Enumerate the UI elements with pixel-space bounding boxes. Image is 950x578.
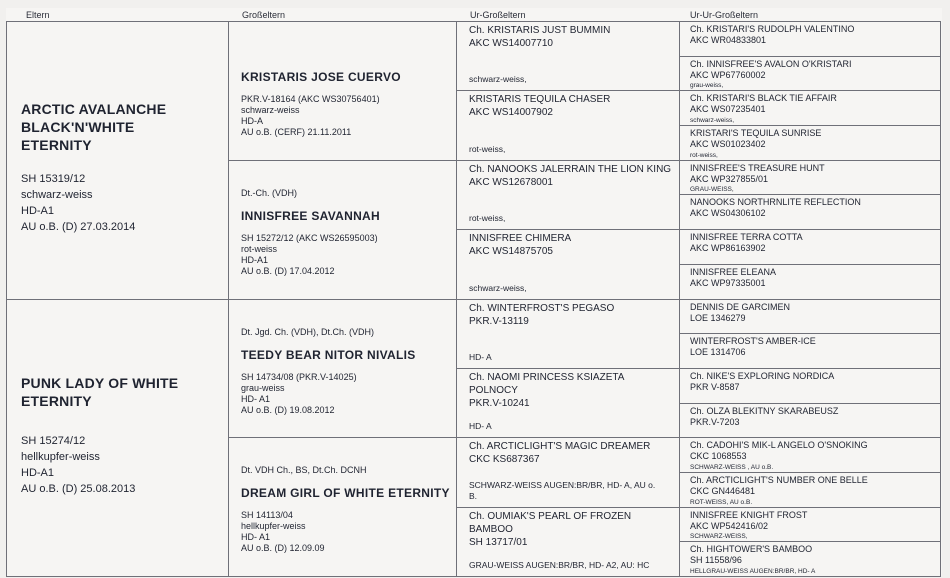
great-great-grandparent-cell xyxy=(679,333,941,369)
great-great-grandparent-name: Ch. CADOHI'S MIK-L ANGELO O'SNOKING xyxy=(690,440,868,451)
great-grandparent-name: PKR.V-13119 xyxy=(469,315,529,327)
great-great-grandparent-name: AKC WR04833801 xyxy=(690,35,767,45)
great-great-grandparent-name: INNISFREE TERRA COTTA xyxy=(690,232,803,243)
great-grandparent-name: Ch. ARCTICLIGHT'S MAGIC DREAMER xyxy=(469,441,651,453)
great-great-grandparent-name: AKC WP542416/02 xyxy=(690,520,769,531)
parent-cell xyxy=(6,21,229,300)
great-great-grandparent-cell xyxy=(679,194,941,230)
parent-name: ETERNITY xyxy=(21,137,92,153)
great-grandparent-color: rot-weiss, xyxy=(469,213,506,224)
great-great-grandparent-name: AKC WP86163902 xyxy=(690,243,766,254)
grandparent-info: PKR.V-18164 (AKC WS30756401) xyxy=(241,94,380,104)
grandparent-info: SH 14734/08 (PKR.V-14025) xyxy=(241,371,357,382)
parent-info: schwarz-weiss xyxy=(21,189,93,201)
great-great-grandparent-name: AKC WS07235401 xyxy=(690,104,766,115)
grandparent-info: SH 14113/04 xyxy=(241,510,293,521)
great-grandparent-name: Ch. KRISTARIS JUST BUMMIN xyxy=(469,25,611,36)
great-grandparent-cell xyxy=(456,299,680,369)
great-great-grandparent-cell xyxy=(679,21,941,57)
header-ur-ur-grosseltern: Ur-Ur-Großeltern xyxy=(690,10,759,20)
great-grandparent-color: schwarz-weiss, xyxy=(469,282,527,293)
grandparent-info: SH 15272/12 (AKC WS26595003) xyxy=(241,232,378,243)
great-great-grandparent-name: AKC WP327855/01 xyxy=(690,173,769,184)
grandparent-info: AU o.B. (D) 17.04.2012 xyxy=(241,265,335,276)
great-grandparent-name: KRISTARIS TEQUILA CHASER xyxy=(469,94,611,106)
grandparent-cell xyxy=(228,299,457,439)
header-ur-grosseltern: Ur-Großeltern xyxy=(470,10,526,20)
great-great-grandparent-name: Ch. OLZA BLEKITNY SKARABEUSZ xyxy=(690,405,839,416)
great-grandparent-name: Ch. NAOMI PRINCESS KSIAZETA xyxy=(469,371,625,383)
parent-name: ARCTIC AVALANCHE xyxy=(21,101,167,117)
great-great-grandparent-cell xyxy=(679,90,941,126)
parent-cell xyxy=(6,299,229,578)
great-great-grandparent-cell xyxy=(679,368,941,404)
great-great-grandparent-name: CKC 1068553 xyxy=(690,451,747,462)
great-grandparent-color: SCHWARZ-WEISS AUGEN:BR/BR, HD- A, AU o. xyxy=(469,479,656,490)
parent-info: SH 15319/12 xyxy=(21,173,86,185)
grandparent-info: schwarz-weiss xyxy=(241,105,300,115)
great-great-grandparent-name: INNISFREE ELEANA xyxy=(690,266,777,277)
great-grandparent-name: AKC WS12678001 xyxy=(469,176,553,188)
parent-info: SH 15274/12 xyxy=(21,434,86,447)
grandparent-info: grau-weiss xyxy=(241,382,285,393)
grandparent-info: rot-weiss xyxy=(241,243,278,254)
great-great-grandparent-cell xyxy=(679,160,941,196)
parent-info: hellkupfer-weiss xyxy=(21,450,100,463)
great-great-grandparent-name: Ch. INNISFREE'S AVALON O'KRISTARI xyxy=(690,58,852,69)
grandparent-title: Dt. Jgd. Ch. (VDH), Dt.Ch. (VDH) xyxy=(241,326,375,337)
great-grandparent-name: SH 13717/01 xyxy=(469,536,528,548)
great-great-grandparent-name: Ch. ARCTICLIGHT'S NUMBER ONE BELLE xyxy=(690,474,868,485)
parent-info: AU o.B. (D) 27.03.2014 xyxy=(21,221,136,233)
grandparent-title: Dt.-Ch. (VDH) xyxy=(241,187,297,198)
great-great-grandparent-cell xyxy=(679,403,941,439)
grandparent-name: INNISFREE SAVANNAH xyxy=(241,208,380,223)
great-great-grandparent-name: NANOOKS NORTHRNLITE REFLECTION xyxy=(690,197,861,208)
great-great-grandparent-name: WINTERFROST'S AMBER-ICE xyxy=(690,336,816,347)
great-great-grandparent-name: Ch. NIKE'S EXPLORING NORDICA xyxy=(690,370,835,381)
great-grandparent-color: HD- A xyxy=(469,421,492,432)
great-great-grandparent-cell xyxy=(679,541,941,577)
great-great-grandparent-name: LOE 1346279 xyxy=(690,312,746,323)
great-grandparent-name: Ch. WINTERFROST'S PEGASO xyxy=(469,302,615,314)
great-great-grandparent-name: PKR V-8587 xyxy=(690,381,740,392)
great-grandparent-color: GRAU-WEISS AUGEN:BR/BR, HD- A2, AU: HC xyxy=(469,560,650,570)
great-grandparent-name: Ch. OUMIAK'S PEARL OF FROZEN xyxy=(469,510,632,522)
great-grandparent-name: CKC KS687367 xyxy=(469,454,540,466)
grandparent-info: hellkupfer-weiss xyxy=(241,521,306,532)
great-grandparent-name: AKC WS14007902 xyxy=(469,107,553,119)
grandparent-info: AU o.B. (D) 19.08.2012 xyxy=(241,404,335,415)
great-grandparent-cell xyxy=(456,90,680,160)
great-great-grandparent-name: SH 11558/96 xyxy=(690,555,742,566)
great-great-grandparent-name: Ch. KRISTARI'S BLACK TIE AFFAIR xyxy=(690,93,837,104)
great-grandparent-color: schwarz-weiss, xyxy=(469,74,527,85)
great-great-grandparent-color: SCHWARZ-WEISS, xyxy=(690,533,748,541)
great-great-grandparent-cell xyxy=(679,229,941,265)
grandparent-title: Dt. VDH Ch., BS, Dt.Ch. DCNH xyxy=(241,465,367,476)
grandparent-cell xyxy=(228,160,457,300)
great-grandparent-name: POLNOCY xyxy=(469,384,518,396)
grandparent-info: HD-A1 xyxy=(241,254,269,265)
great-great-grandparent-name: Ch. HIGHTOWER'S BAMBOO xyxy=(690,544,813,555)
great-great-grandparent-color: schwarz-weiss, xyxy=(690,117,735,125)
grandparent-info: AU o.B. (CERF) 21.11.2011 xyxy=(241,127,352,137)
great-grandparent-name: INNISFREE CHIMERA xyxy=(469,233,572,245)
great-great-grandparent-name: LOE 1314706 xyxy=(690,347,746,358)
great-grandparent-name: Ch. NANOOKS JALERRAIN THE LION KING xyxy=(469,163,672,175)
great-grandparent-cell xyxy=(456,507,680,577)
great-grandparent-cell xyxy=(456,368,680,438)
great-grandparent-name: AKC WS14875705 xyxy=(469,246,553,258)
great-great-grandparent-name: KRISTARI'S TEQUILA SUNRISE xyxy=(690,128,822,139)
grandparent-info: AU o.B. (D) 12.09.09 xyxy=(241,543,325,554)
great-great-grandparent-cell xyxy=(679,472,941,508)
great-great-grandparent-name: INNISFREE KNIGHT FROST xyxy=(690,509,808,520)
great-grandparent-name: BAMBOO xyxy=(469,523,513,535)
great-great-grandparent-color: GRAU-WEISS, xyxy=(690,186,734,194)
grandparent-name: TEEDY BEAR NITOR NIVALIS xyxy=(241,347,416,362)
great-grandparent-cell xyxy=(456,229,680,299)
parent-info: HD-A1 xyxy=(21,466,55,479)
great-great-grandparent-name: Ch. KRISTARI'S RUDOLPH VALENTINO xyxy=(690,24,855,34)
great-great-grandparent-color: HELLGRAU-WEISS AUGEN:BR/BR, HD- A xyxy=(690,568,816,575)
great-great-grandparent-name: PKR.V-7203 xyxy=(690,416,740,427)
great-grandparent-name: PKR.V-10241 xyxy=(469,397,530,409)
great-great-grandparent-cell xyxy=(679,507,941,543)
great-great-grandparent-name: CKC GN446481 xyxy=(690,485,756,496)
great-great-grandparent-cell xyxy=(679,125,941,161)
great-great-grandparent-color: ROT-WEISS, AU o.B. xyxy=(690,498,753,506)
great-grandparent-color: rot-weiss, xyxy=(469,143,506,154)
great-great-grandparent-name: AKC WP67760002 xyxy=(690,69,766,80)
header-eltern: Eltern xyxy=(26,10,50,20)
great-grandparent-cell xyxy=(456,21,680,91)
grandparent-info: HD- A1 xyxy=(241,393,271,404)
great-grandparent-name: AKC WS14007710 xyxy=(469,38,553,49)
parent-name: ETERNITY xyxy=(21,392,92,409)
great-great-grandparent-name: AKC WS04306102 xyxy=(690,208,766,219)
pedigree-sheet xyxy=(6,8,942,576)
grandparent-name: KRISTARIS JOSE CUERVO xyxy=(241,70,401,84)
great-great-grandparent-color: grau-weiss, xyxy=(690,82,724,90)
great-great-grandparent-name: AKC WP97335001 xyxy=(690,277,766,288)
great-great-grandparent-cell xyxy=(679,264,941,300)
grandparent-cell xyxy=(228,21,457,161)
great-grandparent-color: B. xyxy=(469,490,478,501)
grandparent-info: HD- A1 xyxy=(241,532,271,543)
great-great-grandparent-color: SCHWARZ-WEISS , AU o.B. xyxy=(690,463,774,471)
great-great-grandparent-cell xyxy=(679,299,941,335)
parent-name: PUNK LADY OF WHITE xyxy=(21,374,179,391)
great-grandparent-color: HD- A xyxy=(469,351,492,362)
great-great-grandparent-cell xyxy=(679,56,941,92)
grandparent-info: HD-A xyxy=(241,116,263,126)
great-grandparent-cell xyxy=(456,160,680,230)
great-great-grandparent-name: DENNIS DE GARCIMEN xyxy=(690,301,791,312)
grandparent-cell xyxy=(228,437,457,577)
great-great-grandparent-name: INNISFREE'S TREASURE HUNT xyxy=(690,162,825,173)
header-grosseltern: Großeltern xyxy=(242,10,286,20)
great-great-grandparent-name: AKC WS01023402 xyxy=(690,139,766,150)
parent-name: BLACK'N'WHITE xyxy=(21,119,135,135)
parent-info: HD-A1 xyxy=(21,205,55,217)
grandparent-name: DREAM GIRL OF WHITE ETERNITY xyxy=(241,486,450,501)
great-great-grandparent-color: rot-weiss, xyxy=(690,151,718,159)
parent-info: AU o.B. (D) 25.08.2013 xyxy=(21,482,136,495)
great-grandparent-cell xyxy=(456,437,680,507)
great-great-grandparent-cell xyxy=(679,437,941,473)
